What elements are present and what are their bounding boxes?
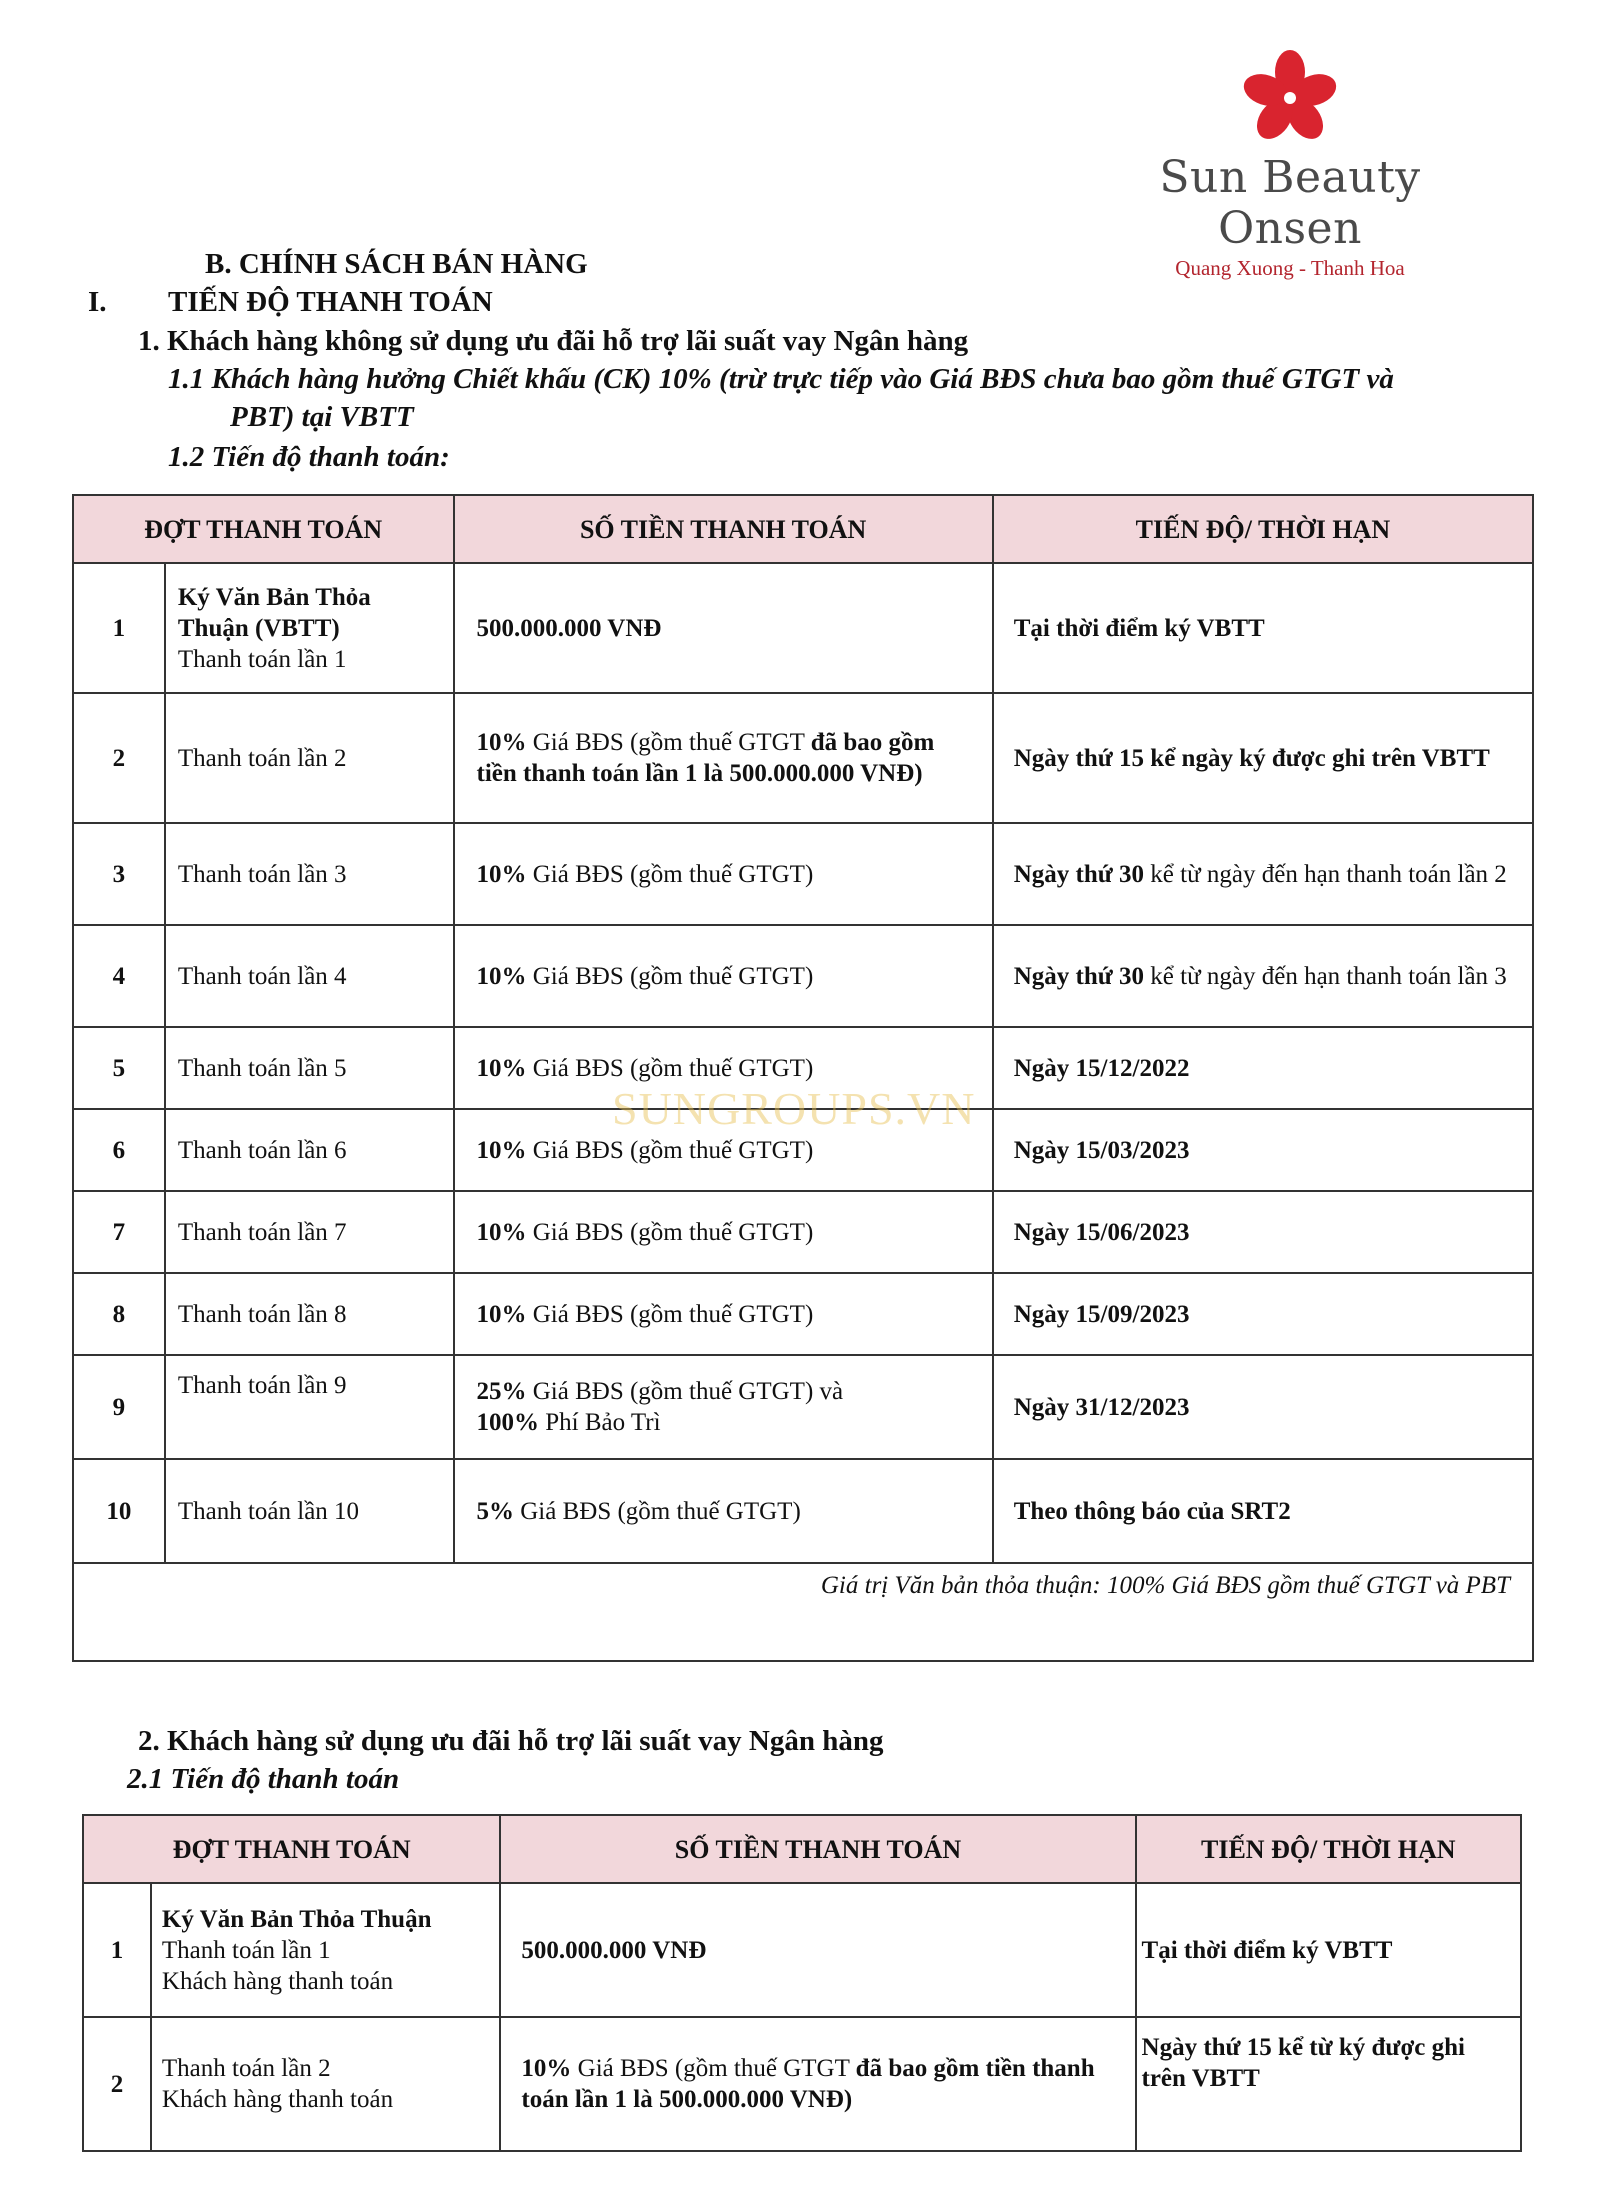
- stage-line: Khách hàng thanh toán: [161, 1967, 394, 1995]
- row-due: Tại thời điểm ký VBTT: [1136, 1883, 1521, 2017]
- row-stage: [165, 563, 454, 693]
- payment-schedule-table-2: [82, 1814, 1522, 2152]
- header-stage: ĐỢT THANH TOÁN: [83, 1815, 500, 1883]
- header-amount: SỐ TIỀN THANH TOÁN: [500, 1815, 1135, 1883]
- amount-line: [477, 1376, 980, 1407]
- amount-percent: 25%: [476, 1378, 527, 1405]
- row-stage: Thanh toán lần 6: [165, 1109, 454, 1191]
- amount-percent: 10%: [476, 860, 527, 888]
- table-row: [73, 1355, 1533, 1459]
- section-i-number: I.: [88, 286, 107, 318]
- item-1-heading: 1. Khách hàng không sử dụng ưu đãi hỗ trợ lãi suất vay Ngân hàng: [138, 325, 969, 357]
- item-1-1-line2: PBT) tại VBTT: [230, 401, 414, 433]
- stage-line: Thanh toán lần 1: [177, 645, 347, 673]
- amount-text: Giá BĐS (gồm thuế GTGT): [526, 860, 814, 888]
- row-due: Ngày thứ 15 kể từ ký được ghi trên VBTT: [1136, 2017, 1521, 2151]
- amount-line: [477, 1407, 980, 1438]
- row-due: Tại thời điểm ký VBTT: [993, 563, 1533, 693]
- amount-percent: 10%: [476, 1054, 527, 1082]
- flower-icon: [1235, 48, 1345, 148]
- table-header-row: [83, 1815, 1521, 1883]
- item-2-1-heading: 2.1 Tiến độ thanh toán: [127, 1763, 400, 1795]
- header-amount: SỐ TIỀN THANH TOÁN: [454, 495, 993, 563]
- row-number: 10: [73, 1459, 165, 1563]
- table-header-row: [73, 495, 1533, 563]
- payment-schedule-table-1: [72, 494, 1534, 1662]
- section-i-heading: TIẾN ĐỘ THANH TOÁN: [168, 286, 493, 318]
- row-number: 6: [73, 1109, 165, 1191]
- amount-percent: 10%: [476, 1218, 527, 1246]
- row-stage: Thanh toán lần 8: [165, 1273, 454, 1355]
- amount-percent: 10%: [476, 962, 527, 990]
- amount-text: Giá BĐS (gồm thuế GTGT): [526, 1218, 814, 1246]
- brand-name: Sun Beauty Onsen: [1159, 152, 1421, 254]
- row-number: 4: [73, 925, 165, 1027]
- row-amount: [454, 1191, 993, 1273]
- section-b-heading: B. CHÍNH SÁCH BÁN HÀNG: [205, 248, 588, 280]
- row-due: [993, 925, 1533, 1027]
- item-2-heading: 2. Khách hàng sử dụng ưu đãi hỗ trợ lãi suất vay Ngân hàng: [138, 1725, 884, 1757]
- due-day: Ngày thứ 30: [1013, 860, 1145, 888]
- amount-note: đã bao gồm tiền thanh toán lần 1 là 500.000.000 VNĐ): [476, 729, 935, 787]
- row-amount: 500.000.000 VNĐ: [500, 1883, 1135, 2017]
- table-row: [73, 925, 1533, 1027]
- table-row: [73, 563, 1533, 693]
- header-stage: ĐỢT THANH TOÁN: [73, 495, 454, 563]
- stage-line: Thanh toán lần 1: [161, 1936, 331, 1964]
- stage-line: Ký Văn Bản Thỏa Thuận: [161, 1905, 432, 1933]
- stage-line: Thuận (VBTT): [177, 614, 340, 642]
- header-due: TIẾN ĐỘ/ THỜI HẠN: [993, 495, 1533, 563]
- table-row: [73, 1273, 1533, 1355]
- amount-percent: 10%: [521, 2055, 572, 2082]
- amount-text: Giá BĐS (gồm thuế GTGT): [526, 1300, 814, 1328]
- row-number: 3: [73, 823, 165, 925]
- row-amount: [454, 1273, 993, 1355]
- row-number: 1: [83, 1883, 151, 2017]
- watermark: SUNGROUPS.VN: [612, 1083, 976, 1134]
- row-due: Ngày 15/06/2023: [993, 1191, 1533, 1273]
- amount-text: Giá BĐS (gồm thuế GTGT): [526, 1136, 814, 1164]
- table-row: [73, 823, 1533, 925]
- row-number: 7: [73, 1191, 165, 1273]
- row-due: Ngày 15/12/2022: [993, 1027, 1533, 1109]
- amount-percent: 10%: [476, 729, 527, 756]
- row-amount: [454, 1459, 993, 1563]
- row-stage: Thanh toán lần 3: [165, 823, 454, 925]
- row-stage: [151, 1883, 501, 2017]
- due-text: kể từ ngày đến hạn thanh toán lần 2: [1144, 860, 1507, 888]
- row-amount: [454, 823, 993, 925]
- due-day: Ngày thứ 30: [1013, 962, 1145, 990]
- amount-note: đã bao gồm tiền thanh toán lần 1 là 500.000.000 VNĐ): [521, 2055, 1095, 2113]
- row-due: Ngày 15/09/2023: [993, 1273, 1533, 1355]
- table-row: [83, 2017, 1521, 2151]
- table-row: [73, 1459, 1533, 1563]
- row-amount: 500.000.000 VNĐ: [454, 563, 993, 693]
- row-stage: [151, 2017, 501, 2151]
- amount-text: Giá BĐS (gồm thuế GTGT): [514, 1497, 801, 1525]
- row-due: Ngày thứ 15 kể ngày ký được ghi trên VBTT: [993, 693, 1533, 823]
- amount-percent: 5%: [476, 1497, 514, 1525]
- stage-line: Khách hàng thanh toán: [161, 2086, 394, 2113]
- item-1-2-heading: 1.2 Tiến độ thanh toán:: [168, 441, 450, 473]
- row-due: [993, 823, 1533, 925]
- brand-location: Quang Xuong - Thanh Hoa: [1175, 256, 1405, 280]
- amount-percent: 100%: [476, 1409, 539, 1436]
- amount-text: Phí Bảo Trì: [539, 1409, 661, 1436]
- amount-text: Giá BĐS (gồm thuế GTGT): [526, 1054, 814, 1082]
- table-row: [83, 1883, 1521, 2017]
- row-stage: Thanh toán lần 7: [165, 1191, 454, 1273]
- amount-percent: 10%: [476, 1300, 527, 1328]
- row-amount: [454, 925, 993, 1027]
- table-note: Giá trị Văn bản thỏa thuận: 100% Giá BĐS gồm thuế GTGT và PBT: [73, 1563, 1533, 1661]
- row-amount: [454, 693, 993, 823]
- brand-logo: [1085, 48, 1495, 280]
- row-stage: Thanh toán lần 4: [165, 925, 454, 1027]
- row-number: 2: [73, 693, 165, 823]
- row-stage: Thanh toán lần 10: [165, 1459, 454, 1563]
- table-row: [73, 693, 1533, 823]
- row-amount: [454, 1355, 993, 1459]
- row-stage: Thanh toán lần 9: [165, 1355, 454, 1459]
- row-amount: [500, 2017, 1135, 2151]
- due-text: kể từ ngày đến hạn thanh toán lần 3: [1144, 962, 1507, 990]
- row-number: 2: [83, 2017, 151, 2151]
- row-due: Ngày 31/12/2023: [993, 1355, 1533, 1459]
- stage-line: Thanh toán lần 2: [161, 2055, 331, 2082]
- table-note-row: [73, 1563, 1533, 1661]
- amount-text: Giá BĐS (gồm thuế GTGT: [526, 729, 811, 756]
- row-stage: Thanh toán lần 5: [165, 1027, 454, 1109]
- row-number: 5: [73, 1027, 165, 1109]
- row-number: 1: [73, 563, 165, 693]
- amount-percent: 10%: [476, 1136, 527, 1164]
- row-due: Ngày 15/03/2023: [993, 1109, 1533, 1191]
- row-number: 8: [73, 1273, 165, 1355]
- row-due: Theo thông báo của SRT2: [993, 1459, 1533, 1563]
- table-row: [73, 1191, 1533, 1273]
- stage-line: Ký Văn Bản Thỏa: [177, 583, 371, 611]
- row-stage: Thanh toán lần 2: [165, 693, 454, 823]
- amount-text: Giá BĐS (gồm thuế GTGT): [526, 962, 814, 990]
- amount-text: Giá BĐS (gồm thuế GTGT) và: [526, 1378, 844, 1405]
- row-number: 9: [73, 1355, 165, 1459]
- item-1-1-line1: 1.1 Khách hàng hưởng Chiết khấu (CK) 10% (trừ trực tiếp vào Giá BĐS chưa bao gồm thuế GTGT và: [168, 363, 1394, 395]
- header-due: TIẾN ĐỘ/ THỜI HẠN: [1136, 1815, 1521, 1883]
- amount-text: Giá BĐS (gồm thuế GTGT: [571, 2055, 856, 2082]
